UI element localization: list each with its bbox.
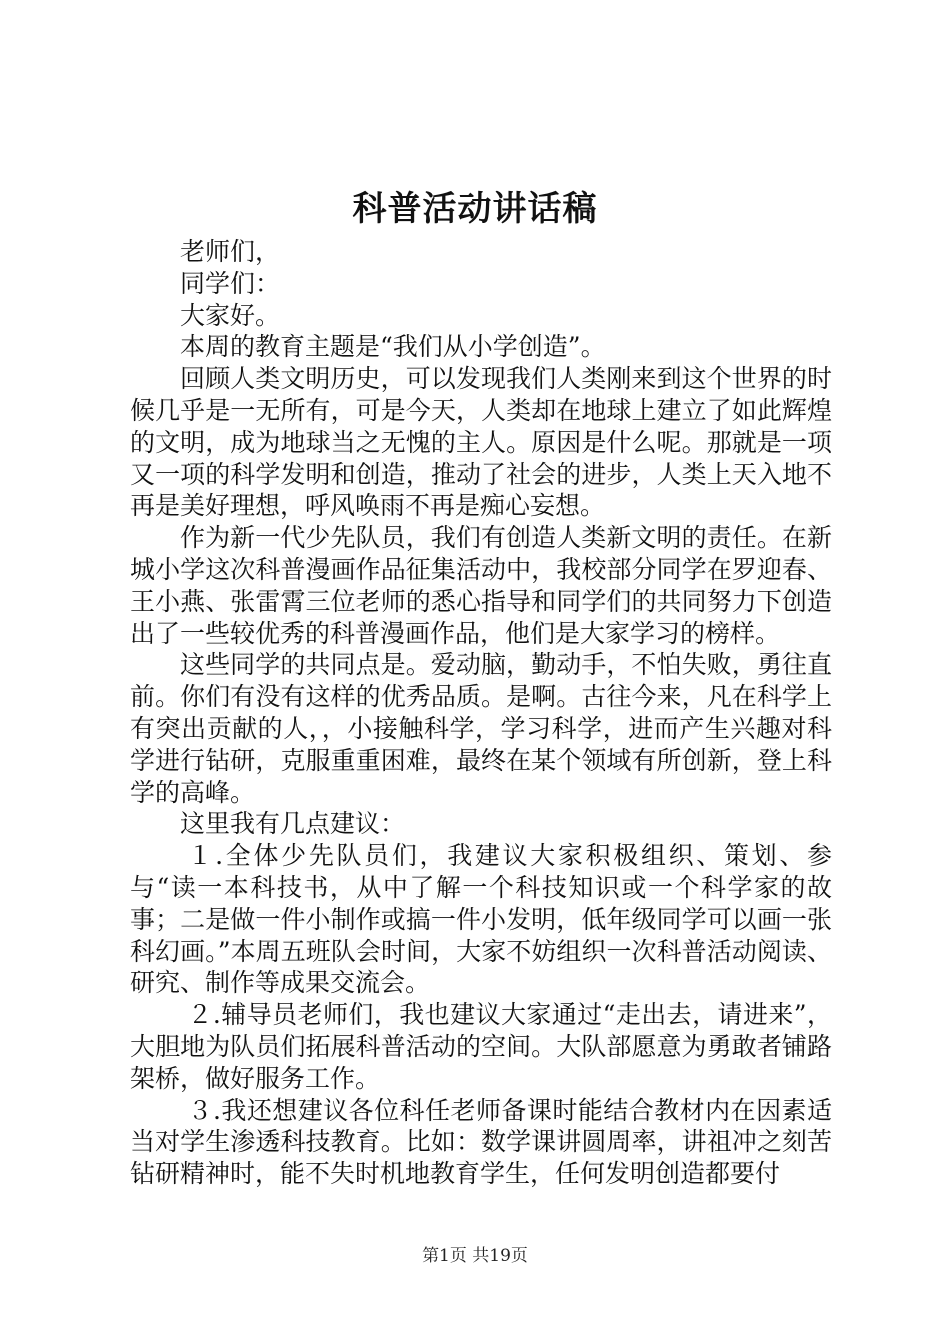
salutation-students: 同学们： [180, 268, 281, 298]
history-paragraph: 回顾人类文明历史，可以发现我们人类刚来到这个世界的时候几乎是一无所有，可是今天，人类却在地球上建立了如此辉煌的文明，成为地球当之无愧的主人。原因是什么呢。那就是一项又一项的科学发明和创造，推动了社会的进步，人类上天入地不再是美好理想，呼风唤雨不再是痴心妄想。 [130, 364, 832, 521]
page-footer: 第1页 共19页 [422, 1246, 528, 1266]
suggestion-item: ２.辅导员老师们，我也建议大家通过“走出去，请进来”，大胆地为队员们拓展科普活动的空间。大队部愿意为勇敢者铺路架桥，做好服务工作。 [130, 1000, 832, 1093]
qualities-paragraph: 这些同学的共同点是。爱动脑，勤动手，不怕失败，勇往直前。你们有没有这样的优秀品质。是啊。古往今来，凡在科学上有突出贡献的人，，小接触科学，学习科学，进而产生兴趣对科学进行钻研，克服重重困难，最终在某个领域有所创新，登上科学的高峰。 [130, 650, 832, 807]
suggestions-intro: 这里我有几点建议： [180, 809, 406, 839]
suggestion-item: ３.我还想建议各位科任老师备课时能结合教材内在因素适当对学生渗透科技教育。比如：数学课讲圆周率，讲祖冲之刻苦钻研精神时，能不失时机地教育学生，任何发明创造都要付 [130, 1095, 832, 1189]
greeting: 大家好。 [180, 300, 281, 330]
document-title: 科普活动讲话稿 [352, 189, 598, 229]
document-body [130, 236, 832, 1190]
pioneers-paragraph: 作为新一代少先队员，我们有创造人类新文明的责任。在新城小学这次科普漫画作品征集活动中，我校部分同学在罗迎春、王小燕、张雷霄三位老师的悉心指导和同学们的共同努力下创造出了一些较优秀的科普漫画作品，他们是大家学习的榜样。 [130, 523, 832, 648]
theme-paragraph: 本周的教育主题是“我们从小学创造”。 [180, 332, 606, 362]
suggestion-item: １.全体少先队员们，我建议大家积极组织、策划、参与“读一本科技书，从中了解一个科技知识或一个科学家的故事；二是做一件小制作或搞一件小发明，低年级同学可以画一张科幻画。”本周五班队会时间，大家不妨组织一次科普活动阅读、研究、制作等成果交流会。 [130, 841, 832, 998]
salutation-teachers: 老师们， [180, 237, 281, 266]
